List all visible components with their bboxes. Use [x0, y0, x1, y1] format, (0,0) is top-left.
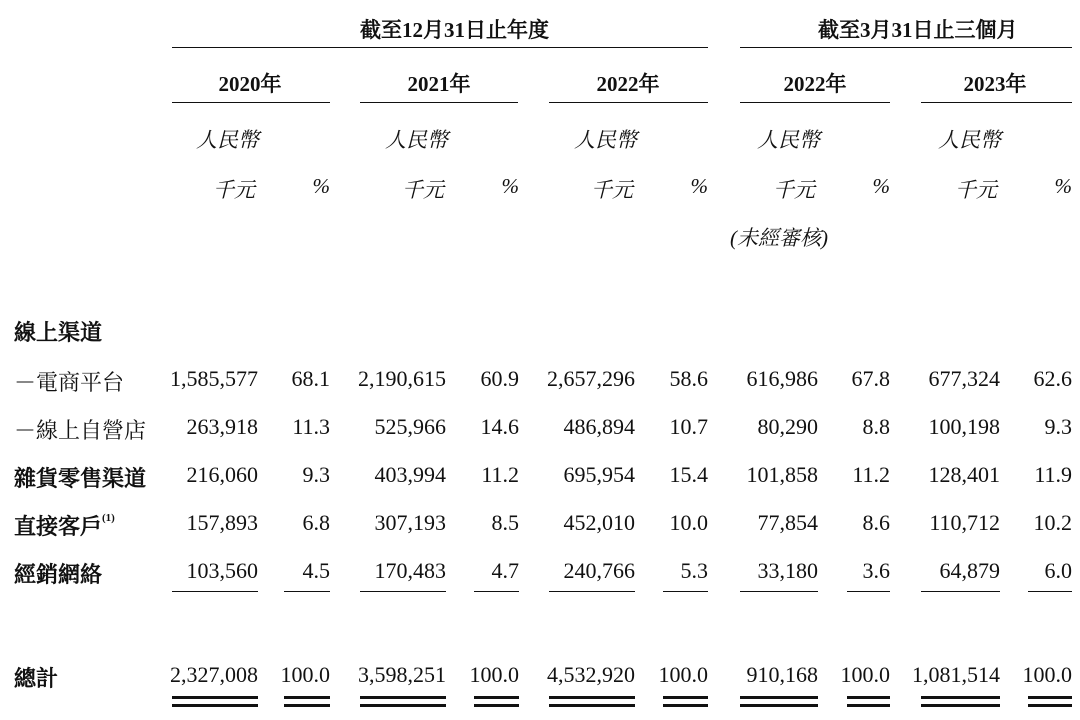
year-rule	[549, 102, 708, 103]
subtotal-rule	[663, 591, 708, 592]
total-percent-cell: 100.0	[658, 662, 708, 687]
percent-cell: 11.2	[852, 462, 890, 487]
amount-cell: 64,879	[939, 558, 1000, 583]
amount-cell: 452,010	[563, 510, 635, 535]
amount-cell: 157,893	[186, 510, 258, 535]
amount-cell: 80,290	[757, 414, 818, 439]
total-amount-cell: 1,081,514	[912, 662, 1000, 687]
subtotal-rule	[921, 591, 1000, 592]
year-rule	[921, 102, 1072, 103]
percent-cell: 68.1	[291, 366, 330, 391]
percent-cell: 4.5	[302, 558, 330, 583]
subtotal-rule	[549, 591, 635, 592]
total-amount-cell: 3,598,251	[358, 662, 446, 687]
subtotal-rule	[474, 591, 519, 592]
percent-cell: 8.5	[491, 510, 519, 535]
amount-cell: 1,585,577	[170, 366, 258, 391]
total-double-rule	[921, 696, 1000, 699]
percent-cell: 58.6	[669, 366, 708, 391]
percent-cell: 10.2	[1033, 510, 1072, 535]
subtotal-rule	[1028, 591, 1072, 592]
currency-label: 人民幣	[757, 128, 820, 152]
year-header-2020: 2020年	[218, 72, 282, 96]
total-double-rule	[847, 696, 890, 699]
percent-cell: 15.4	[669, 462, 708, 487]
group-header-quarter: 截至3月31日止三個月	[818, 18, 1018, 42]
unit-label: 千元	[591, 178, 633, 202]
total-double-rule	[284, 704, 330, 707]
amount-cell: 677,324	[928, 366, 1000, 391]
percent-cell: 67.8	[851, 366, 890, 391]
percent-cell: 8.6	[862, 510, 890, 535]
percent-cell: 8.8	[862, 414, 890, 439]
total-double-rule	[1028, 696, 1072, 699]
row-label-ecommerce: －電商平台	[14, 370, 125, 395]
row-label-total: 總計	[14, 666, 59, 691]
total-double-rule	[474, 696, 519, 699]
percent-label: %	[1054, 174, 1072, 198]
percent-cell: 60.9	[480, 366, 519, 391]
total-double-rule	[921, 704, 1000, 707]
percent-label: %	[872, 174, 890, 198]
currency-label: 人民幣	[385, 128, 448, 152]
amount-cell: 403,994	[374, 462, 446, 487]
amount-cell: 263,918	[186, 414, 258, 439]
unit-label: 千元	[955, 178, 997, 202]
amount-cell: 2,190,615	[358, 366, 446, 391]
total-percent-cell: 100.0	[840, 662, 890, 687]
percent-cell: 6.8	[302, 510, 330, 535]
year-rule	[360, 102, 518, 103]
percent-cell: 6.0	[1044, 558, 1072, 583]
year-header-2022: 2022年	[596, 72, 660, 96]
amount-cell: 100,198	[928, 414, 1000, 439]
total-percent-cell: 100.0	[280, 662, 330, 687]
currency-label: 人民幣	[938, 128, 1001, 152]
amount-cell: 307,193	[374, 510, 446, 535]
amount-cell: 616,986	[746, 366, 818, 391]
amount-cell: 240,766	[563, 558, 635, 583]
total-amount-cell: 4,532,920	[547, 662, 635, 687]
percent-cell: 4.7	[491, 558, 519, 583]
row-label-direct-customers	[14, 510, 115, 541]
amount-cell: 101,858	[746, 462, 818, 487]
total-double-rule	[740, 696, 818, 699]
year-rule	[740, 102, 890, 103]
total-double-rule	[1028, 704, 1072, 707]
percent-cell: 11.2	[481, 462, 519, 487]
amount-cell: 33,180	[757, 558, 818, 583]
row-label-grocery: 雜貨零售渠道	[14, 466, 147, 491]
percent-cell: 3.6	[862, 558, 890, 583]
total-amount-cell: 910,168	[746, 662, 818, 687]
percent-cell: 11.3	[292, 414, 330, 439]
amount-cell: 486,894	[563, 414, 635, 439]
total-double-rule	[360, 696, 446, 699]
unit-label: 千元	[773, 178, 815, 202]
amount-cell: 216,060	[186, 462, 258, 487]
amount-cell: 695,954	[563, 462, 635, 487]
total-double-rule	[663, 704, 708, 707]
percent-cell: 5.3	[680, 558, 708, 583]
currency-label: 人民幣	[574, 128, 637, 152]
subtotal-rule	[740, 591, 818, 592]
subtotal-rule	[172, 591, 258, 592]
percent-cell: 14.6	[480, 414, 519, 439]
total-double-rule	[740, 704, 818, 707]
total-double-rule	[172, 704, 258, 707]
percent-cell: 62.6	[1033, 366, 1072, 391]
unit-label: 千元	[402, 178, 444, 202]
direct-customers-text: 直接客戶	[14, 514, 103, 539]
percent-label: %	[690, 174, 708, 198]
amount-cell: 128,401	[928, 462, 1000, 487]
amount-cell: 110,712	[929, 510, 1000, 535]
year-header-2021: 2021年	[407, 72, 471, 96]
year-rule	[172, 102, 330, 103]
total-double-rule	[360, 704, 446, 707]
subtotal-rule	[360, 591, 446, 592]
total-double-rule	[549, 696, 635, 699]
total-double-rule	[474, 704, 519, 707]
row-label-distribution: 經銷網絡	[14, 562, 103, 587]
year-header-2022-q1: 2022年	[783, 72, 847, 96]
total-double-rule	[549, 704, 635, 707]
percent-label: %	[312, 174, 330, 198]
group-header-annual: 截至12月31日止年度	[360, 18, 549, 42]
total-percent-cell: 100.0	[1022, 662, 1072, 687]
amount-cell: 170,483	[374, 558, 446, 583]
amount-cell: 103,560	[186, 558, 258, 583]
total-percent-cell: 100.0	[469, 662, 519, 687]
currency-label: 人民幣	[196, 128, 259, 152]
percent-cell: 9.3	[302, 462, 330, 487]
percent-cell: 10.7	[669, 414, 708, 439]
group-rule-annual	[172, 47, 708, 48]
year-header-2023-q1: 2023年	[963, 72, 1027, 96]
amount-cell: 2,657,296	[547, 366, 635, 391]
percent-cell: 11.9	[1034, 462, 1072, 487]
amount-cell: 77,854	[757, 510, 818, 535]
subtotal-rule	[284, 591, 330, 592]
footnote-marker: (1)	[102, 512, 115, 524]
group-rule-quarter	[740, 47, 1072, 48]
total-amount-cell: 2,327,008	[170, 662, 258, 687]
total-double-rule	[284, 696, 330, 699]
row-label-online-store: －線上自營店	[14, 418, 147, 443]
subtotal-rule	[847, 591, 890, 592]
percent-label: %	[501, 174, 519, 198]
total-double-rule	[663, 696, 708, 699]
total-double-rule	[847, 704, 890, 707]
percent-cell: 9.3	[1044, 414, 1072, 439]
amount-cell: 525,966	[374, 414, 446, 439]
unit-label: 千元	[213, 178, 255, 202]
percent-cell: 10.0	[669, 510, 708, 535]
row-label-online-channels: 線上渠道	[14, 320, 103, 345]
total-double-rule	[172, 696, 258, 699]
unaudited-note: (未經審核)	[730, 226, 828, 250]
